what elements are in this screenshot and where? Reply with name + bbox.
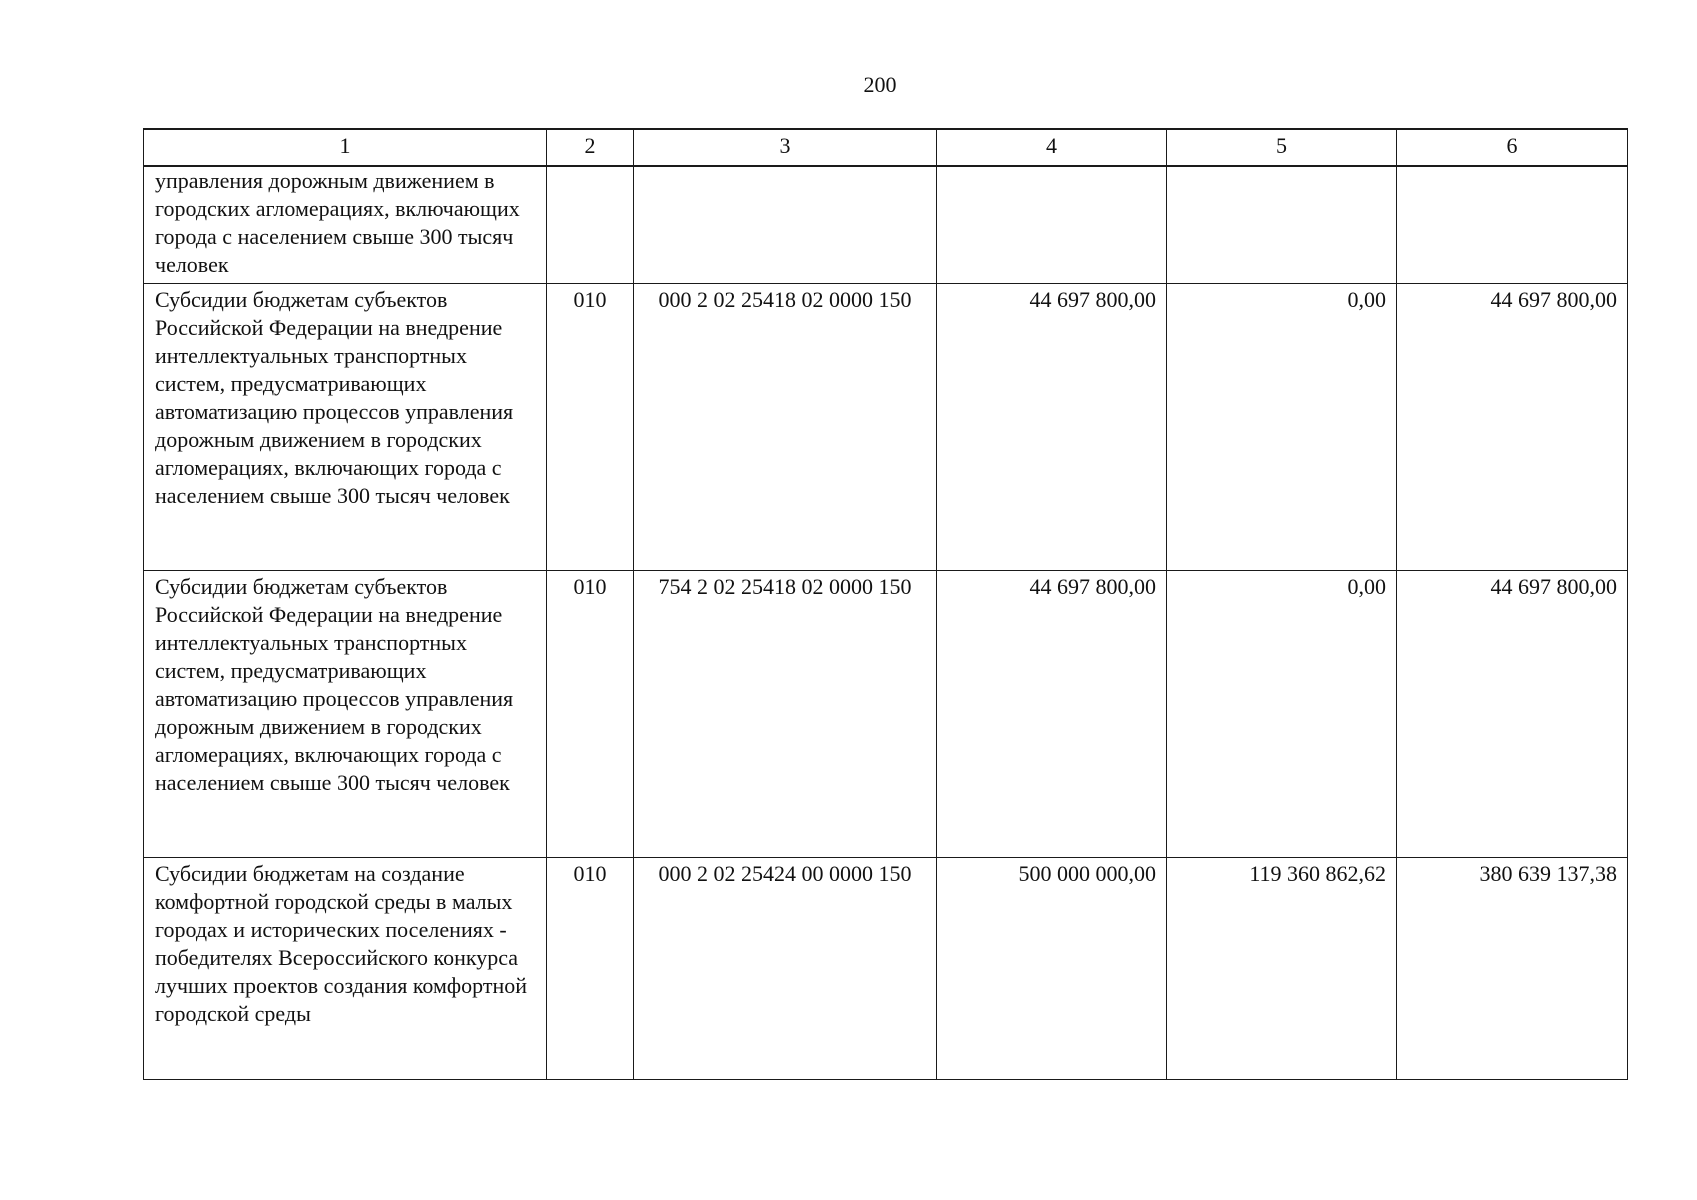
row-line-code-cell: 010: [547, 857, 634, 1079]
header-row: [144, 129, 1628, 166]
row-name-cell: Субсидии бюджетам субъектов Российской Федерации на внедрение интеллектуальных транспортных систем, предусматривающих автоматизацию процессов управления дорожным движением в городских агломерациях, включающих города с населением свыше 300 тысяч человек: [144, 283, 547, 570]
header-cell-2: 2: [547, 129, 634, 166]
row-name-cell: Субсидии бюджетам субъектов Российской Федерации на внедрение интеллектуальных транспортных систем, предусматривающих автоматизацию процессов управления дорожным движением в городских агломерациях, включающих города с населением свыше 300 тысяч человек: [144, 570, 547, 857]
header-cell-4: 4: [937, 129, 1167, 166]
header-cell-3: 3: [634, 129, 937, 166]
row-income-code-cell: [634, 166, 937, 283]
row-executed-cell: [1167, 166, 1397, 283]
table-row: [144, 166, 1628, 283]
row-line-code-cell: 010: [547, 570, 634, 857]
row-executed-cell: 0,00: [1167, 570, 1397, 857]
row-unexecuted-cell: 44 697 800,00: [1397, 570, 1628, 857]
row-name-cell: Субсидии бюджетам на создание комфортной городской среды в малых городах и исторических поселениях - победителях Всероссийского конкурса лучших проектов создания комфортной городской среды: [144, 857, 547, 1079]
table-header: [144, 129, 1628, 166]
row-unexecuted-cell: [1397, 166, 1628, 283]
table-row: [144, 283, 1628, 570]
header-cell-1: 1: [144, 129, 547, 166]
row-line-code-cell: 010: [547, 283, 634, 570]
row-executed-cell: 119 360 862,62: [1167, 857, 1397, 1079]
row-unexecuted-cell: 44 697 800,00: [1397, 283, 1628, 570]
row-unexecuted-cell: 380 639 137,38: [1397, 857, 1628, 1079]
row-line-code-cell: [547, 166, 634, 283]
table-row: [144, 570, 1628, 857]
row-approved-cell: [937, 166, 1167, 283]
header-cell-5: 5: [1167, 129, 1397, 166]
row-approved-cell: 500 000 000,00: [937, 857, 1167, 1079]
budget-table: [143, 128, 1628, 1080]
row-executed-cell: 0,00: [1167, 283, 1397, 570]
row-income-code-cell: 754 2 02 25418 02 0000 150: [634, 570, 937, 857]
row-approved-cell: 44 697 800,00: [937, 570, 1167, 857]
row-name-cell: управления дорожным движением в городских агломерациях, включающих города с населением свыше 300 тысяч человек: [144, 166, 547, 283]
table-body: [144, 166, 1628, 1079]
row-income-code-cell: 000 2 02 25424 00 0000 150: [634, 857, 937, 1079]
header-cell-6: 6: [1397, 129, 1628, 166]
page-number: 200: [863, 72, 897, 97]
row-income-code-cell: 000 2 02 25418 02 0000 150: [634, 283, 937, 570]
table-row: [144, 857, 1628, 1079]
row-approved-cell: 44 697 800,00: [937, 283, 1167, 570]
